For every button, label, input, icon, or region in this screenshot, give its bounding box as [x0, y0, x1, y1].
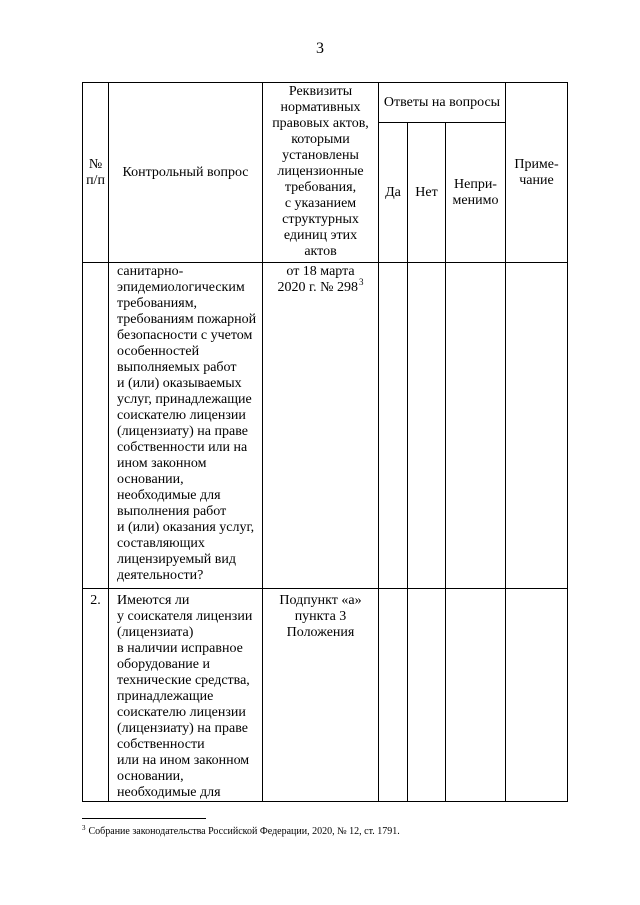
question-line: особенностей — [117, 344, 200, 359]
question-line: собственности или на — [117, 440, 248, 455]
note-cell — [506, 263, 568, 589]
footnote-text: Собрание законодательства Российской Федерации, 2020, № 12, ст. 1791. — [88, 826, 400, 837]
header-question: Контрольный вопрос — [122, 164, 249, 180]
question-line: эпидемиологическим — [117, 280, 245, 295]
header-question-cell — [109, 83, 263, 263]
header-yes-cell — [379, 123, 408, 263]
header-requisites-line: актов — [304, 244, 337, 259]
answer-no-cell — [408, 263, 446, 589]
table-row — [83, 589, 568, 802]
question-cell — [109, 589, 263, 802]
header-number-line: п/п — [86, 172, 105, 188]
question-line: у соискателя лицензии — [117, 609, 253, 624]
table-row — [83, 263, 568, 589]
question-cell — [109, 263, 263, 589]
page-number: 3 — [316, 40, 324, 57]
question-line: (лицензиата) — [117, 625, 194, 640]
header-answers-cell — [379, 83, 506, 123]
requisites-line-text: от 18 марта — [286, 264, 355, 279]
question-line: услуг, принадлежащие — [117, 392, 252, 407]
number-cell — [83, 589, 109, 802]
header-number — [83, 157, 108, 189]
question-line: выполняемых работ — [117, 360, 237, 375]
header-requisites — [263, 84, 378, 260]
question-line: основании, — [117, 472, 184, 487]
question-line: собственности — [117, 737, 205, 752]
requisites-line-text: 2020 г. № 298 — [277, 280, 359, 295]
question-line: санитарно- — [117, 264, 184, 279]
question-line: требованиям пожарной — [117, 312, 257, 327]
answer-yes-cell — [379, 589, 408, 802]
question-line: лицензируемый вид — [117, 552, 237, 567]
header-number-line: № — [88, 156, 103, 172]
question-line: и (или) оказания услуг, — [117, 520, 255, 535]
header-row — [83, 83, 568, 123]
requisites-text — [263, 593, 378, 641]
header-requisites-line: установлены — [282, 148, 359, 163]
header-not-applicable-line: Непри- — [454, 176, 497, 192]
header-requisites-line: с указанием — [284, 196, 357, 211]
question-line: Имеются ли — [117, 593, 190, 608]
checklist-table — [82, 82, 568, 802]
footnote-reference: 3 — [359, 277, 364, 287]
header-answers: Ответы на вопросы — [383, 94, 501, 110]
requisites-cell — [263, 263, 379, 589]
number-cell — [83, 263, 109, 589]
header-number-cell — [83, 83, 109, 263]
answer-yes-cell — [379, 263, 408, 589]
header-yes: Да — [385, 184, 401, 200]
question-text — [117, 264, 262, 584]
footnote — [82, 826, 400, 838]
header-not-applicable-cell — [446, 123, 506, 263]
footnote-mark: 3 — [82, 824, 86, 832]
requisites-line: Положения — [286, 625, 355, 640]
header-requisites-line: которыми — [291, 132, 350, 147]
header-no: Нет — [415, 184, 438, 200]
question-line: основании, — [117, 769, 184, 784]
header-not-applicable — [446, 177, 505, 209]
header-requisites-line: структурных — [282, 212, 359, 227]
header-requisites-line: требования, — [284, 180, 357, 195]
requisites-line: пункта 3 — [294, 609, 347, 624]
question-line: в наличии исправное — [117, 641, 243, 656]
question-line: принадлежащие — [117, 689, 214, 704]
header-requisites-cell — [263, 83, 379, 263]
header-note-line: чание — [519, 172, 554, 188]
question-line: необходимые для — [117, 785, 221, 800]
question-line: или на ином законном — [117, 753, 250, 768]
question-line: необходимые для — [117, 488, 221, 503]
question-line: ином законном — [117, 456, 207, 471]
header-requisites-line: лицензионные — [277, 164, 364, 179]
note-cell — [506, 589, 568, 802]
answer-not-applicable-cell — [446, 589, 506, 802]
header-note-cell — [506, 83, 568, 263]
answer-not-applicable-cell — [446, 263, 506, 589]
header-requisites-line: единиц этих — [283, 228, 358, 243]
question-line: (лицензиату) на праве — [117, 424, 248, 439]
answer-no-cell — [408, 589, 446, 802]
requisites-line — [263, 277, 378, 296]
question-line: соискателю лицензии — [117, 408, 246, 423]
header-requisites-line: Реквизиты — [288, 84, 353, 99]
question-line: соискателю лицензии — [117, 705, 246, 720]
requisites-line: Подпункт «а» — [279, 593, 362, 608]
question-line: оборудование и — [117, 657, 211, 672]
question-line: составляющих — [117, 536, 205, 551]
question-line: безопасности с учетом — [117, 328, 253, 343]
header-not-applicable-line: менимо — [452, 192, 499, 208]
header-requisites-line: нормативных — [280, 100, 361, 115]
header-note-line: Приме- — [514, 156, 559, 172]
header-note — [506, 157, 567, 189]
question-line: технические средства, — [117, 673, 250, 688]
question-line: и (или) оказываемых — [117, 376, 242, 391]
footnote-separator — [82, 818, 206, 819]
row-number: 2. — [90, 593, 101, 608]
question-text — [117, 593, 262, 801]
header-requisites-line: правовых актов, — [272, 116, 369, 131]
question-line: (лицензиату) на праве — [117, 721, 248, 736]
question-line: выполнения работ — [117, 504, 227, 519]
question-line: требованиям, — [117, 296, 198, 311]
requisites-cell — [263, 589, 379, 802]
header-no-cell — [408, 123, 446, 263]
question-line: деятельности? — [117, 568, 204, 583]
